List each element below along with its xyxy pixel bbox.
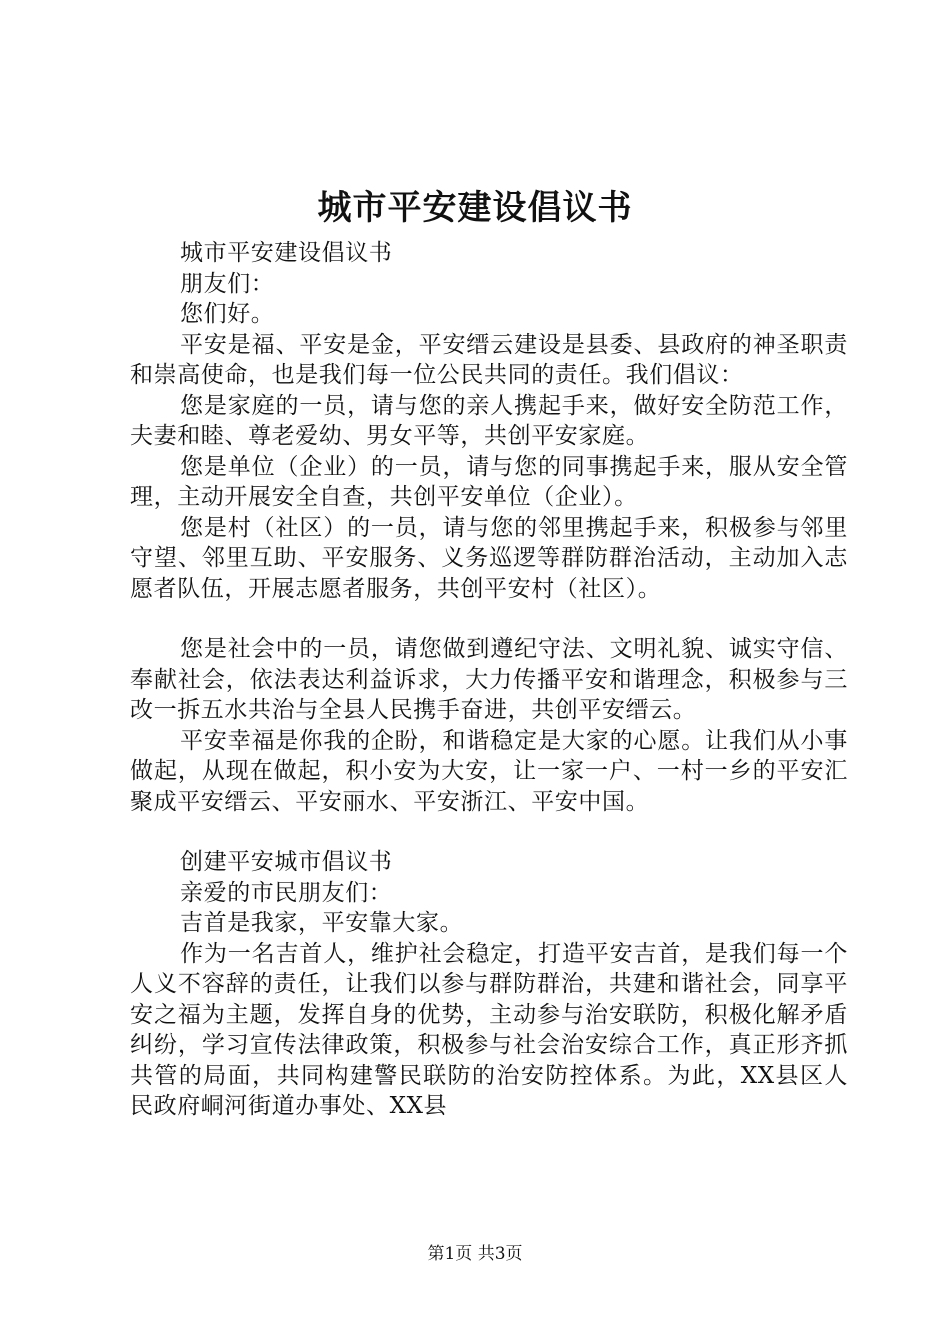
paragraph-spacer bbox=[130, 817, 848, 847]
paragraph-second-title: 创建平安城市倡议书 bbox=[180, 849, 393, 875]
paragraph-community: 您是村（社区）的一员，请与您的邻里携起手来，积极参与邻里守望、邻里互助、平安服务、义务巡逻等群防群治活动，主动加入志愿者队伍，开展志愿者服务，共创平安村（社区）。 bbox=[130, 514, 848, 602]
paragraph-society: 您是社会中的一员，请您做到遵纪守法、文明礼貌、诚实守信、奉献社会，依法表达利益诉求，大力传播平安和谐理念，积极参与三改一拆五水共治与全县人民携手奋进，共创平安缙云。 bbox=[130, 636, 848, 723]
paragraph-intro: 平安是福、平安是金，平安缙云建设是县委、县政府的神圣职责和崇高使命，也是我们每一位公民共同的责任。我们倡议： bbox=[130, 331, 848, 388]
paragraph-family: 您是家庭的一员，请与您的亲人携起手来，做好安全防范工作，夫妻和睦、尊老爱幼、男女平等，共创平安家庭。 bbox=[130, 392, 848, 449]
paragraph-salutation: 朋友们： bbox=[180, 270, 275, 297]
document-body bbox=[130, 238, 848, 1122]
paragraph-second-slogan: 吉首是我家，平安靠大家。 bbox=[180, 910, 464, 936]
page-number-footer: 第1页 共3页 bbox=[427, 1244, 523, 1264]
paragraph-closing: 平安幸福是你我的企盼，和谐稳定是大家的心愿。让我们从小事做起，从现在做起，积小安为大安，让一家一户、一村一乡的平安汇聚成平安缙云、平安丽水、平安浙江、平安中国。 bbox=[130, 727, 848, 815]
paragraph-greeting: 您们好。 bbox=[180, 301, 275, 327]
paragraph-unit: 您是单位（企业）的一员，请与您的同事携起手来，服从安全管理，主动开展安全自查，共创平安单位（企业）。 bbox=[130, 453, 848, 510]
paragraph-second-salutation: 亲爱的市民朋友们： bbox=[180, 879, 393, 906]
paragraph-second-body: 作为一名吉首人，维护社会稳定，打造平安吉首，是我们每一个人义不容辞的责任，让我们以参与群防群治，共建和谐社会，同享平安之福为主题，发挥自身的优势，主动参与治安联防，积极化解矛盾纠纷，学习宣传法律政策，积极参与社会治安综合工作，真正形齐抓共管的局面，共同构建警民联防的治安防控体系。为此，XX县区人民政府峒河街道办事处、XX县 bbox=[130, 940, 848, 1119]
paragraph-subtitle: 城市平安建设倡议书 bbox=[180, 240, 393, 266]
paragraph-spacer bbox=[130, 604, 848, 634]
document-title: 城市平安建设倡议书 bbox=[317, 188, 633, 228]
